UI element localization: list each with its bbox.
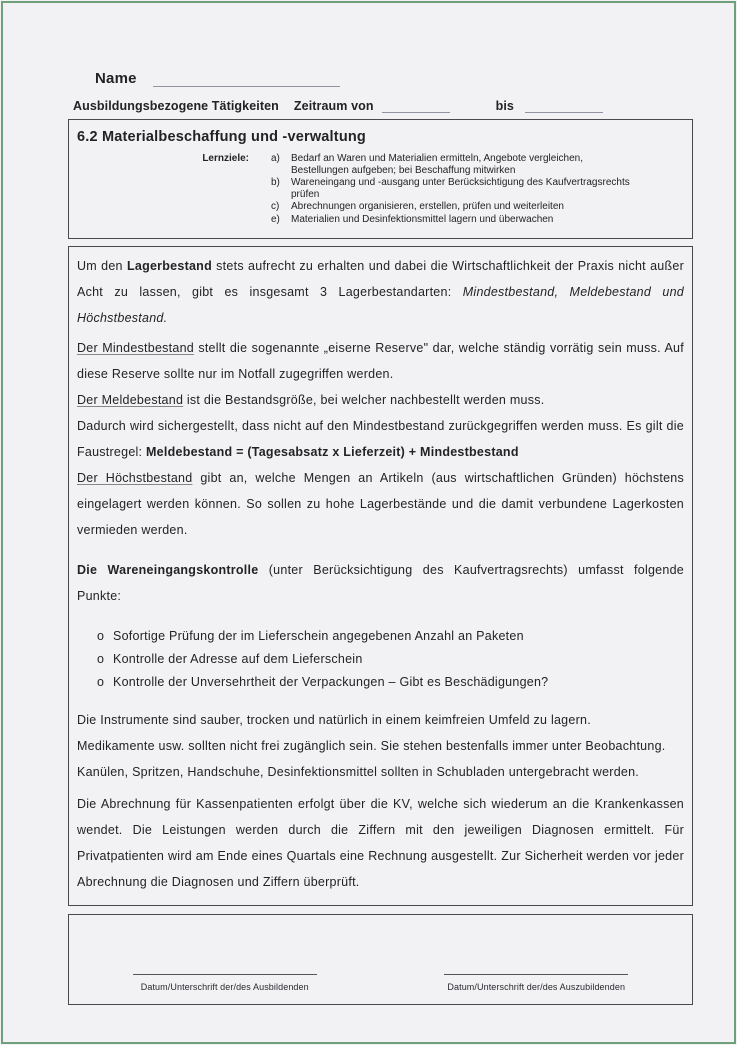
- text-segment: stellt die sogenannte „eiserne Reserve" dar, welche ständig vorrätig sein muss. Auf diese Reserve sollte nur im Notfall zugegriffen werden.: [77, 341, 684, 381]
- text-segment: Die Abrechnung für Kassenpatienten erfolgt über die KV, welche sich wiederum an die Krankenkassen wendet. Die Leistungen werden durch die Ziffern mit den jeweiligen Diagnosen ermittelt. Für Privatpatienten wird am Ende eines Quartals eine Rechnung ausgestellt. Zur Sicherheit werden vor jeder Abrechnung die Diagnosen und Ziffern überprüft.: [77, 797, 684, 889]
- goal-text: Wareneingang und -ausgang unter Berücksichtigung des Kaufvertragsrechts prüfen: [291, 177, 630, 200]
- period-to-fill-line: [525, 100, 603, 113]
- bullet-text: Kontrolle der Adresse auf dem Lieferschein: [113, 652, 363, 666]
- paragraph: [77, 733, 684, 759]
- signature-label-trainee: Datum/Unterschrift der/des Auszubildenden: [447, 982, 626, 992]
- paragraph: [77, 759, 684, 785]
- goal-letter: b): [271, 177, 280, 188]
- bullet-item: [77, 671, 684, 694]
- bullet-text: Sofortige Prüfung der im Lieferschein angegebenen Anzahl an Paketen: [113, 629, 524, 643]
- text-segment: Medikamente usw. sollten nicht frei zugänglich sein. Sie stehen bestenfalls immer unter Beobachtung.: [77, 739, 666, 753]
- section-title: 6.2 Materialbeschaffung und -verwaltung: [77, 129, 366, 145]
- paragraph: [77, 557, 684, 609]
- goal-item: [271, 177, 643, 200]
- text-segment: Kanülen, Spritzen, Handschuhe, Desinfektionsmittel sollten in Schubladen untergebracht werden.: [77, 765, 640, 779]
- text-segment: gibt an, welche Mengen an Artikeln (aus wirtschaftlichen Gründen) höchstens eingelagert werden können. So sollen zu hohe Lagerbestände und die damit verbundene Lagerkosten vermieden werden.: [77, 471, 684, 537]
- paragraph: [77, 707, 684, 733]
- main-text: [77, 253, 684, 895]
- bullet-marker: o: [97, 675, 105, 689]
- goal-item: [271, 201, 643, 213]
- text-segment: Der Höchstbestand: [77, 471, 193, 485]
- goal-text: Bedarf an Waren und Materialien ermitteln, Angebote vergleichen, Bestellungen aufgeben; bei Beschaffung mitwirken: [291, 153, 584, 176]
- goal-text: Abrechnungen organisieren, erstellen, prüfen und weiterleiten: [291, 201, 564, 212]
- bullet-marker: o: [97, 629, 105, 643]
- goal-item: [271, 153, 643, 176]
- paragraph: [77, 253, 684, 331]
- period-from-fill-line: [382, 100, 450, 113]
- meta-row: [73, 99, 693, 113]
- name-row: [95, 70, 693, 87]
- goal-letter: c): [271, 201, 280, 212]
- text-segment: Der Meldebestand: [77, 393, 184, 407]
- text-segment: Lagerbestand: [126, 259, 212, 273]
- signature-trainee-column: [381, 915, 693, 1004]
- bullet-text: Kontrolle der Unversehrtheit der Verpackungen – Gibt es Beschädigungen?: [113, 675, 549, 689]
- signature-trainer-column: [69, 915, 381, 1004]
- goals-label: Lernziele:: [202, 153, 249, 164]
- period-from-label: Zeitraum von: [293, 99, 374, 113]
- page-content: [68, 0, 693, 1005]
- text-segment: Der Mindestbestand: [77, 341, 194, 355]
- goal-item: [271, 214, 643, 226]
- name-label: Name: [95, 70, 137, 87]
- text-segment: stets aufrecht zu erhalten und dabei die Wirtschaftlichkeit der Praxis nicht außer Acht zu lassen, gibt es insgesamt 3 Lagerbestandarten:: [77, 259, 684, 299]
- main-text-box: [68, 246, 693, 906]
- paragraph: [77, 335, 684, 387]
- name-fill-line: [153, 72, 340, 87]
- text-segment: ist die Bestandsgröße, bei welcher nachbestellt werden muss.: [183, 393, 545, 407]
- text-segment: Mindestbestand, Meldebestand und Höchstbestand.: [77, 285, 684, 325]
- goals-list: [271, 153, 643, 226]
- text-segment: (unter Berücksichtigung des Kaufvertragsrechts) umfasst folgende Punkte:: [77, 563, 684, 603]
- signature-label-trainer: Datum/Unterschrift der/des Ausbildenden: [140, 982, 309, 992]
- bullet-item: [77, 648, 684, 671]
- paragraph: [77, 791, 684, 895]
- period-to-label: bis: [495, 99, 514, 113]
- bullet-marker: o: [97, 652, 105, 666]
- bullet-list: [77, 625, 684, 694]
- text-segment: Die Instrumente sind sauber, trocken und natürlich in einem keimfreien Umfeld zu lagern.: [77, 713, 591, 727]
- signature-box: [68, 914, 693, 1005]
- text-segment: Dadurch wird sichergestellt, dass nicht auf den Mindestbestand zurückgegriffen werden muss. Es gilt die Faustregel:: [77, 419, 684, 459]
- goals-row: [77, 153, 684, 226]
- text-segment: Die Wareneingangskontrolle: [77, 563, 259, 577]
- activities-title: Ausbildungsbezogene Tätigkeiten: [73, 99, 279, 113]
- section-box: [68, 119, 693, 239]
- goal-letter: a): [271, 153, 280, 164]
- signature-line-trainer: [133, 974, 317, 975]
- paragraph: [77, 465, 684, 543]
- text-segment: Um den: [77, 259, 127, 273]
- text-segment: Meldebestand = (Tagesabsatz x Lieferzeit) + Mindestbestand: [146, 445, 519, 459]
- paragraph: [77, 387, 684, 413]
- signature-line-trainee: [444, 974, 628, 975]
- paragraph: [77, 413, 684, 465]
- goal-letter: e): [271, 213, 280, 225]
- bullet-item: [77, 625, 684, 648]
- goal-text: Materialien und Desinfektionsmittel lagern und überwachen: [291, 213, 554, 225]
